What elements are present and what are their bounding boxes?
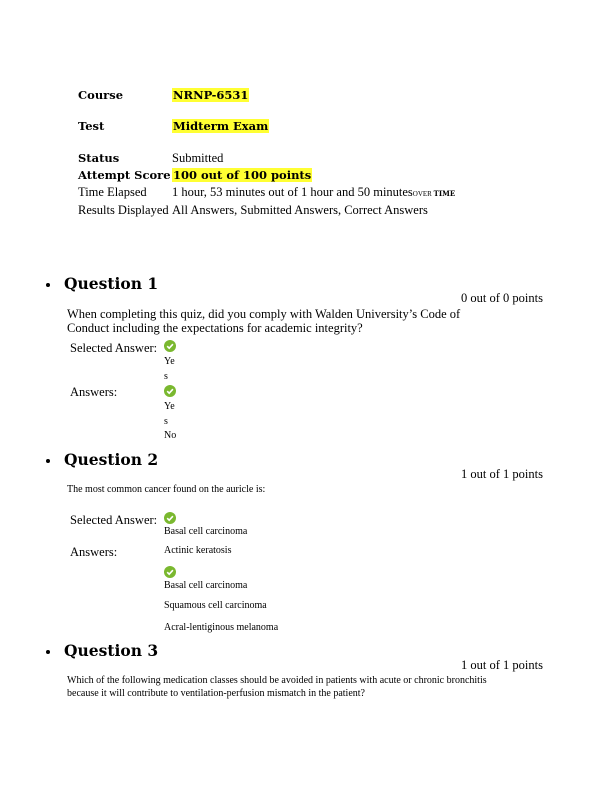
results-value: All Answers, Submitted Answers, Correct Answers bbox=[172, 203, 428, 217]
question-text: When completing this quiz, did you comply with Walden University’s Code of Conduct including the expectations for academic integrity? bbox=[67, 307, 461, 335]
bullet-icon bbox=[46, 283, 50, 287]
answer-option: Actinic keratosis bbox=[164, 545, 232, 556]
elapsed-over: OVER bbox=[412, 190, 432, 198]
test-label: Test bbox=[78, 119, 105, 133]
course-value: NRNP-6531 bbox=[173, 88, 249, 102]
score-value: 100 out of 100 points bbox=[173, 168, 312, 182]
elapsed-value: 1 hour, 53 minutes out of 1 hour and 50 minutes bbox=[172, 185, 413, 199]
answer-option: Yes bbox=[164, 401, 175, 427]
answer-option: No bbox=[164, 430, 177, 441]
selected-answer-label: Selected Answer: bbox=[70, 341, 158, 355]
check-circle-icon bbox=[164, 566, 176, 578]
course-label: Course bbox=[78, 88, 124, 102]
score-label: Attempt Score bbox=[78, 168, 171, 182]
bullet-icon bbox=[46, 459, 50, 463]
test-value: Midterm Exam bbox=[173, 119, 269, 133]
answer-option: Squamous cell carcinoma bbox=[164, 600, 267, 611]
answers-label: Answers: bbox=[70, 385, 118, 399]
selected-answer: Yes bbox=[164, 356, 175, 382]
question-title: Question 2 bbox=[64, 450, 159, 469]
answer-option: Basal cell carcinoma bbox=[164, 580, 248, 591]
selected-answer: Basal cell carcinoma bbox=[164, 526, 248, 537]
elapsed-label: Time Elapsed bbox=[78, 185, 147, 199]
results-label: Results Displayed bbox=[78, 203, 169, 217]
status-value: Submitted bbox=[172, 151, 224, 165]
question-text: The most common cancer found on the auricle is: bbox=[67, 484, 266, 495]
question-text: Which of the following medication classes should be avoided in patients with acute or chronic bronchitis because it will contribute to ventilation-perfusion mismatch in the patient? bbox=[67, 675, 487, 699]
question-title: Question 1 bbox=[64, 274, 159, 293]
check-circle-icon bbox=[164, 340, 176, 352]
elapsed-time: TIME bbox=[433, 189, 456, 198]
check-circle-icon bbox=[164, 512, 176, 524]
check-circle-icon bbox=[164, 385, 176, 397]
answer-option: Acral-lentiginous melanoma bbox=[164, 622, 279, 633]
selected-answer-label: Selected Answer: bbox=[70, 513, 158, 527]
bullet-icon bbox=[46, 650, 50, 654]
question-points: 0 out of 0 points bbox=[461, 291, 543, 305]
answers-label: Answers: bbox=[70, 545, 118, 559]
status-label: Status bbox=[78, 151, 120, 165]
question-points: 1 out of 1 points bbox=[461, 467, 543, 481]
question-points: 1 out of 1 points bbox=[461, 658, 543, 672]
question-title: Question 3 bbox=[64, 641, 159, 660]
